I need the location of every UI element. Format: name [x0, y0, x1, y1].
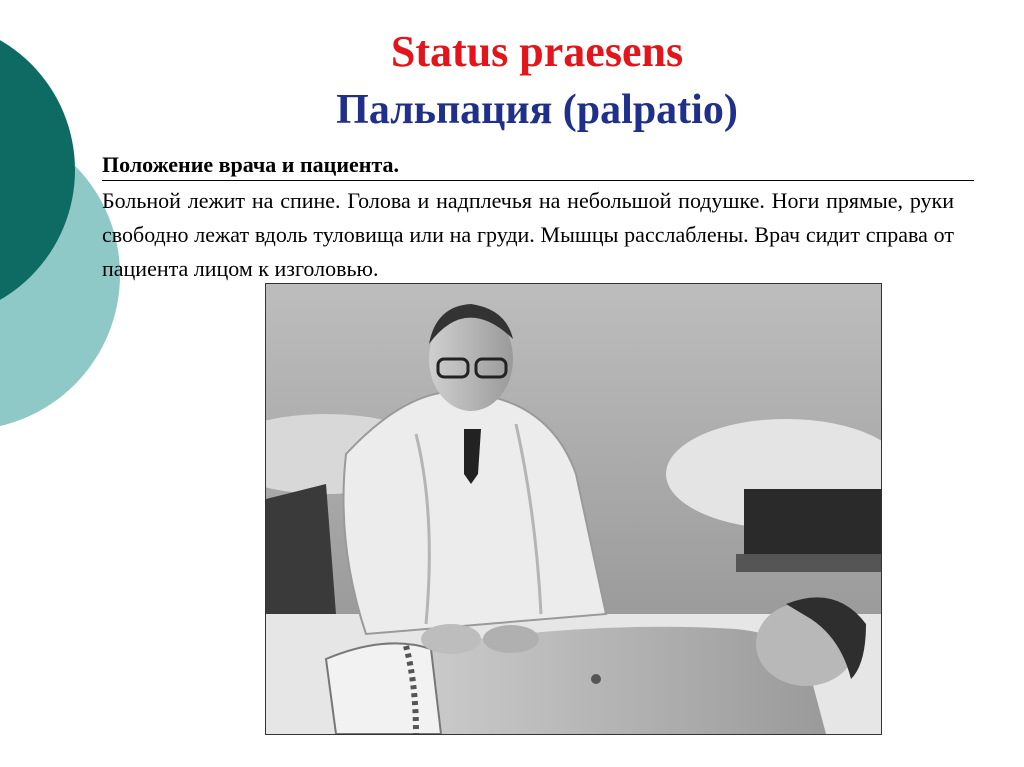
photo-doctor-patient [265, 283, 882, 735]
description-paragraph: Больной лежит на спине. Голова и надплечья на небольшой подушке. Ноги прямые, руки свободно лежат вдоль туловища или на груди. Мышцы расслаблены. Врач сидит справа от пациента лицом к изголовью. [102, 188, 954, 281]
title-latin: Status praesens [390, 27, 684, 76]
title-russian: Пальпация (palpatio) [336, 87, 738, 133]
section-heading: Положение врача и пациента. [102, 150, 974, 181]
body-text [102, 150, 954, 286]
photo-icon [266, 284, 881, 734]
